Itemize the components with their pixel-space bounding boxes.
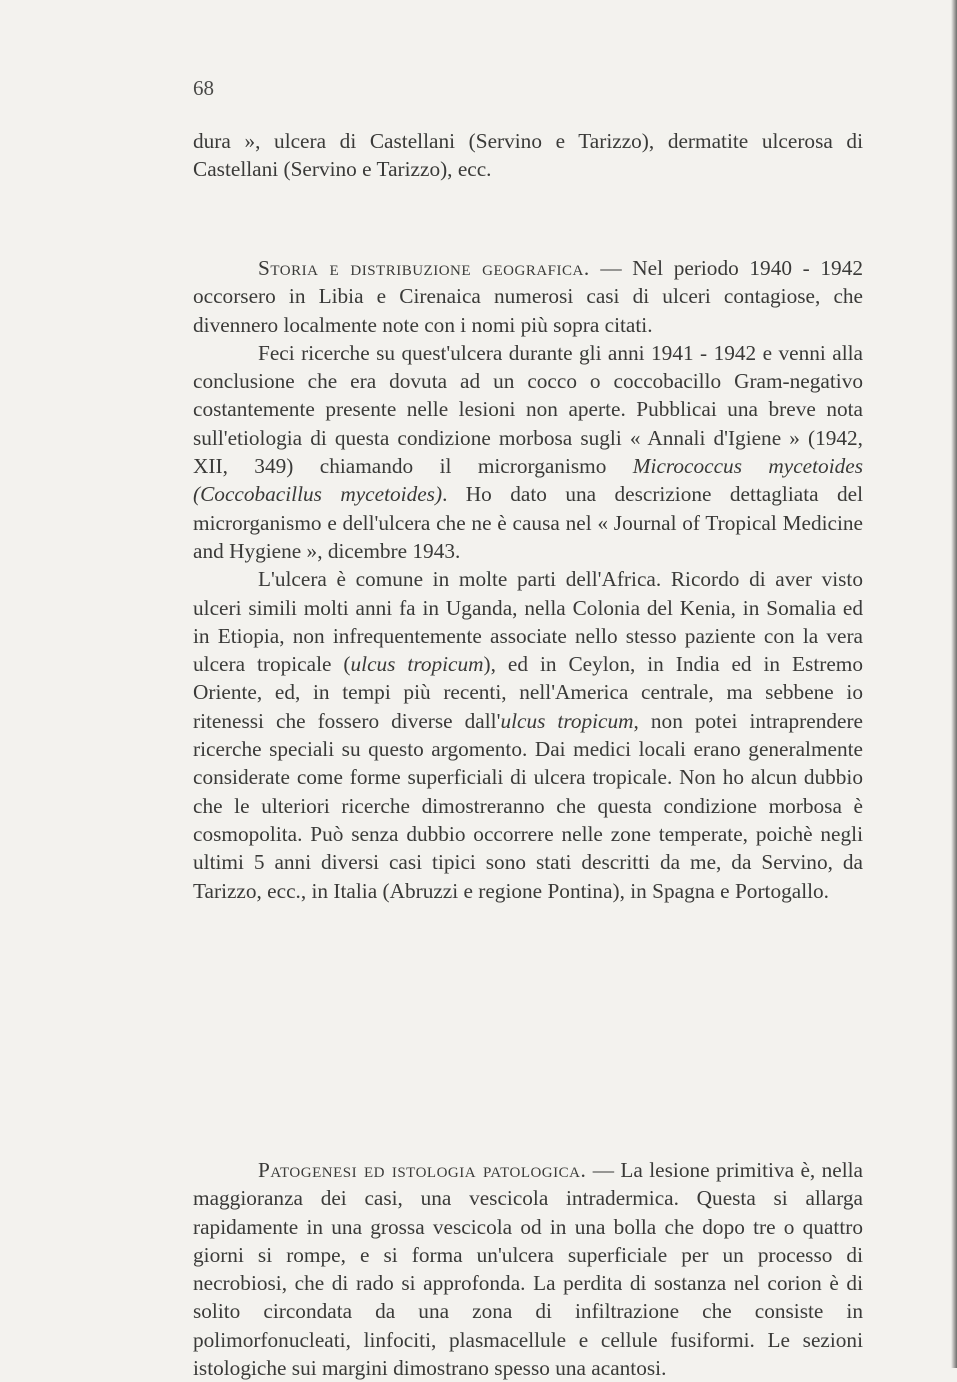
section-storia xyxy=(193,254,863,905)
storia-paragraph-1 xyxy=(193,254,863,339)
storia-paragraph-2 xyxy=(193,339,863,565)
ulcus-term-2: ulcus tropicum xyxy=(500,708,634,733)
storia-p3-text-a: L'ulcera è comune in molte parti dell'Africa. Ricordo di aver visto ulceri simili molti anni fa in Uganda, nella Colonia del Kenia, in Somalia ed in Etiopia, non infrequentemente associate nello stesso paziente con la vera ulcera tropicale ( xyxy=(193,567,863,677)
intro-paragraph xyxy=(193,127,863,184)
organism-name: Micrococcus mycetoides (Coccobacillus mycetoides) xyxy=(193,454,863,507)
storia-p1-text: Nel periodo 1940 - 1942 occorsero in Libia e Cirenaica numerosi casi di ulceri contagiose, che divennero localmente note con i nomi più sopra citati. xyxy=(193,256,863,337)
heading-dash: — xyxy=(589,256,633,280)
intro-text: dura », ulcera di Castellani (Servino e Tarizzo), dermatite ulcerosa di Castellani (Servino e Tarizzo), ecc. xyxy=(193,129,863,182)
storia-p2-text-a: Feci ricerche su quest'ulcera durante gli anni 1941 - 1942 e venni alla conclusione che era dovuta ad un cocco o coccobacillo Gram-negativo costantemente presente nelle lesioni non aperte. Pubblicai una breve nota sull'etiologia di questa condizione morbosa sugli « Annali d'Igiene » (1942, XII, 349) chiamando il microrganismo xyxy=(193,340,863,479)
storia-p2-text-b: . Ho dato una descrizione dettagliata del microrganismo e dell'ulcera che ne è causa nel « Journal of Tropical Medicine and Hygiene », dicembre 1943. xyxy=(193,482,863,563)
patogenesi-p1-text: La lesione primitiva è, nella maggioranza dei casi, una vescicola intradermica. Questa si allarga rapidamente in una grossa vescicola od in una bolla che dopo tre o quattro giorni si rompe, e si forma un'ulcera superficiale per un processo di necrobiosi, che di rado si approfonda. La perdita di sostanza nel corion è di solito circondata da una zona di infiltrazione che consiste in polimorfonucleati, linfociti, plasmacellule e cellule fusiformi. Le sezioni istologiche sui margini dimostrano spesso una acantosi. xyxy=(193,1158,863,1381)
section-heading-patogenesi: Patogenesi ed istologia patologica. xyxy=(258,1158,587,1182)
page-number: 68 xyxy=(193,76,214,100)
section-heading-storia: Storia e distribuzione geografica. xyxy=(258,256,590,280)
patogenesi-paragraph-1 xyxy=(193,1156,863,1382)
storia-p3-text-c: , non potei intraprendere ricerche speciali su questo argomento. Dai medici locali erano generalmente considerate come forme superficiali di ulcera tropicale. Non ho alcun dubbio che le ulteriori ricerche dimostreranno che questa condizione morbosa è cosmopolita. Può senza dubbio occorrere nelle zone temperate, poichè negli ultimi 5 anni diversi casi tipici sono stati descritti da me, da Servino, da Tarizzo, ecc., in Italia (Abruzzi e regione Pontina), in Spagna e Portogallo. xyxy=(193,708,864,903)
storia-p3-text-b: ), ed in Ceylon, in India ed in Estremo Oriente, ed, in tempi più recenti, nell'America centrale, ma sebbene io ritenessi che fossero diverse dall' xyxy=(193,652,864,733)
ulcus-term-1: ulcus tropicum xyxy=(350,652,484,677)
section-patogenesi xyxy=(193,1156,863,1382)
page-edge-shadow xyxy=(951,0,957,1368)
heading-dash: — xyxy=(586,1158,621,1182)
storia-paragraph-3 xyxy=(193,565,863,905)
